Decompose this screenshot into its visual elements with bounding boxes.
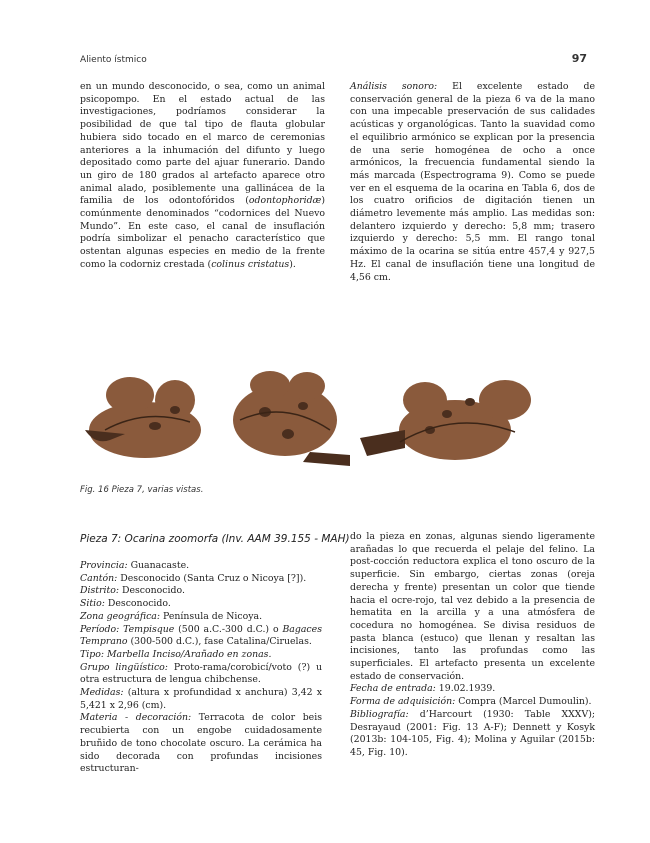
field-row [80,560,322,573]
field-row [350,696,595,709]
text-run: en un mundo desconocido, o sea, como un animal psicopompo. En el estado actual de las investigaciones, podríamos considerar la posibilidad de que tal tipo de flauta globular hubiera sido tocado en el marco de ceremonias anteriores a la inhumación del difunto y luego depositado como parte del ajuar funerario. Dando un giro de 180 grados al artefacto aparece otro animal alado, posiblemente una gallinácea de la familia de los odontofóridos ( [80,81,325,207]
field-row [80,624,322,649]
field-label: Cantón: [80,572,118,584]
field-label: Bagaces Temprano [80,623,322,648]
field-row [80,573,322,586]
field-label: Bibliografía: [350,708,409,720]
field-row [80,712,322,776]
field-value: Proto-rama/corobicí/voto (?) u otra estructura de lengua chibchense. [80,661,322,686]
page-number: 97 [571,52,587,65]
field-row [80,598,322,611]
field-value: (300-500 d.C.), fase Catalina/Ciruelas. [127,636,312,648]
field-label: Fecha de entrada: [350,683,436,695]
body-paragraph [80,81,325,272]
text-run: ) comúnmente denominados “codornices del Nuevo Mundo”. En este caso, el canal de insuflación podría simbolizar el penacho característico que ostentan algunas especies en medio de la frente como la codorniz crestada ( [80,195,325,270]
right-column-top [350,81,595,284]
field-row [350,709,595,760]
field-row [80,649,322,662]
field-row [80,585,322,598]
field-row [80,662,322,687]
field-label: Período: Tempisque [80,623,175,635]
text-run: ). [289,258,296,270]
field-value: 19.02.1939. [435,683,496,695]
field-value: Desconocido (Santa Cruz o Nicoya [?]). [117,572,307,584]
field-value: Guanacaste. [127,560,190,571]
section-label: Análisis sonoro: [350,81,438,92]
field-row [80,611,322,624]
field-value: d’Harcourt (1930: Table XXXV); Desrayaud (2001: Fig. 13 A-F); Dennett y Kosyk (2013b: 104-105, Fig. 4); Molina y Aguilar (2015b: 45, Fig. 10). [350,708,595,758]
left-column-top [80,81,325,272]
field-label: Medidas: [80,687,124,699]
field-value: Compra (Marcel Dumoulin). [455,696,592,708]
field-value: Desconocido. [104,598,171,610]
body-paragraph: do la pieza en zonas, algunas siendo ligeramente arañadas lo que recuerda el pelaje del felino. La post-cocción reductora explica el tono oscuro de la superficie. Sin embargo, ciertas zonas (oreja derecha y frente) presentan un color que tiende hacia el ocre-rojo, tal vez debido a la presencia de hematita en la arcilla y a una atmósfera de cocedura no homogénea. Se divisa residuos de pasta blanca (estuco) que llenan y resaltan las incisiones, tanto las profundas como las superficiales. El artefacto presenta un excelente estado de conservación. [350,531,595,682]
running-header: Aliento ístmico [80,55,147,65]
field-label: Grupo lingüístico: [80,661,168,673]
field-value: Desconocido. [119,585,185,597]
field-label: Sitio: [80,598,105,610]
field-label: Zona geográfica: [80,610,161,622]
field-row [80,687,322,712]
field-label: Provincia: [80,560,128,571]
taxon-name: odontophoridæ [248,195,322,207]
acoustic-analysis-paragraph [350,81,595,284]
catalog-fields [80,560,322,776]
figure-caption: Fig. 16 Pieza 7, varias vistas. [80,485,204,495]
taxon-name: colinus cristatus [211,258,290,270]
right-column-bottom [350,531,595,760]
field-value: (altura x profundidad x anchura) 3,42 x 5,421 x 2,96 (cm). [80,687,322,711]
field-label: Tipo: Marbella Inciso/Arañado en zonas. [80,648,272,660]
field-label: Materia - decoración: [80,712,192,724]
field-row [350,683,595,696]
field-label: Forma de adquisición: [350,696,456,708]
field-value: Terracota de color beis recubierta con un engobe cuidadosamente bruñido de tono chocolate oscuro. La cerámica ha sido decorada con profundas incisiones estructuran- [80,712,322,775]
figure-photo-ocarina-views [75,360,605,472]
piece-heading: Pieza 7: Ocarina zoomorfa (Inv. AAM 39.155 - MAH) [80,533,350,545]
text-run: El excelente estado de conservación general de la pieza 6 va de la mano con una impecable preservación de sus calidades acústicas y organológicas. Tanto la suavidad como el equilibrio armónico se explican por la presencia de una serie homogénea de ocho a once armónicos, la frecuencia fundamental siendo la más marcada (Espectrograma 9). Como se puede ver en el esquema de la ocarina en Tabla 6, dos de los cuatro orificios de digitación tienen un diámetro levemente más amplio. Las medidas son: delantero izquierdo y derecho: 5,8 mm; trasero izquierdo y derecho: 5,5 mm. El rango tonal máximo de la ocarina se sitúa entre 457,4 y 927,5 Hz. El canal de insuflación tiene una longitud de 4,56 cm. [350,81,595,283]
field-value: (500 a.C.-300 d.C.) o [174,623,283,635]
field-value: Península de Nicoya. [160,610,263,622]
field-label: Distrito: [80,585,120,597]
